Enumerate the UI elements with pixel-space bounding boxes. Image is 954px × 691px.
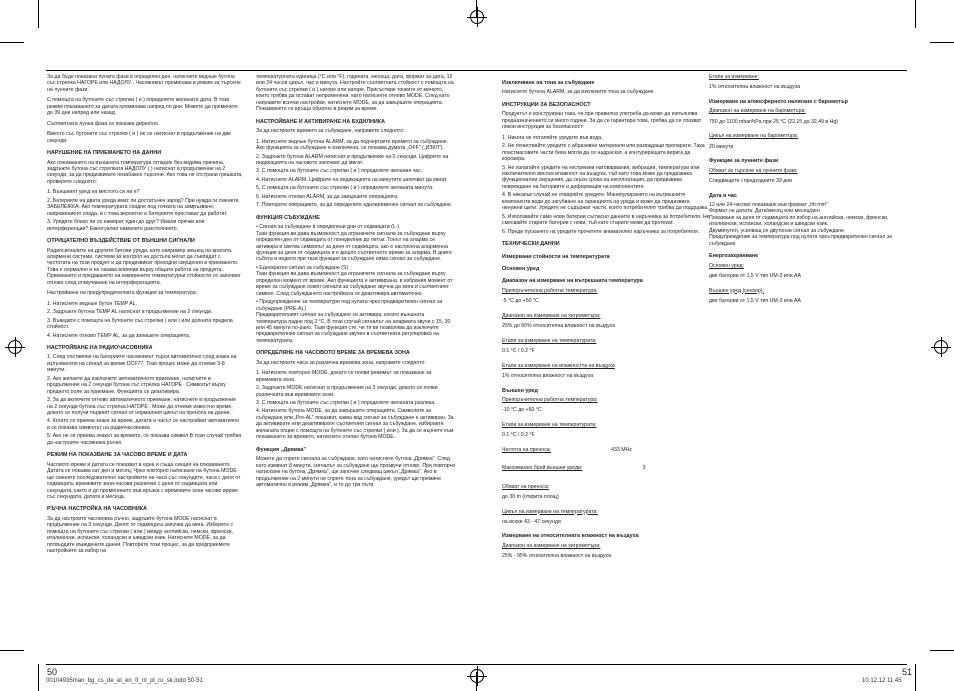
section-heading: Измерване на атмосферното налягане с барометър — [709, 98, 848, 105]
spec-label: Обхват на преноса: — [502, 483, 550, 490]
list-item: 5. Използвайте само нови батерии съгласно данните в наръчника за потребителя. Не смесвайте старите батерии с нови, тъй като старите може да протекат. — [502, 213, 710, 227]
spec-value: Следващите / предходните 39 дни — [709, 178, 793, 185]
list-item: 1. Натиснете ведные бутон TEMP AL. — [47, 300, 138, 307]
list-item: 1. Натиснете ведные бутона ALARM, за да подчертаете времето за събуждане. Ако функцията за събуждане е изключена, се показва думата „OFF" („ИЗКЛ"). — [256, 138, 449, 152]
section-heading: НАСТРОЙВАНЕ НА РАДИОЧАСОВНИКА — [47, 344, 153, 351]
section-heading: ТЕХНИЧЕСКИ ДАННИ — [502, 241, 560, 248]
paragraph: Можете да спрете сигнала за събуждане, като натиснете бутона „Дрямка". След като изминат 8 минути, сигналът за събуждане ще прозвучи отново. При повторно натискане на бутона „Дрямка", ще започне следващ цикъл „Дрямка". Ако в продължение на 2 минути не спрете тона за събуждане, уредът ще премине автоматично в режим „Дрямка", и то до три пъти. — [256, 456, 456, 489]
spec-value: 25% до 90% относителна влажност на въздуха — [502, 323, 616, 330]
spec-row — [502, 465, 710, 471]
list-item: 5. Ако не се приема знакът за времето, се показва символ В този случай трябва да настроите часовника ръчно. — [47, 433, 242, 446]
list-item: 4. Натиснете ALARM. Цифрите на индикацията на минутите започват да мигат. — [256, 176, 448, 183]
paragraph: Настройване на предупредителната функция за температура: — [47, 290, 198, 297]
list-item: 3. За да включите отново автоматичното приемане, натиснете в продължение на 2 секунди бутона със стрелка НАГОРЕ . Може да отнеме известно време, докато се получи първият сигнал от нормалния цикъл на преноса на данни. — [47, 397, 237, 417]
section-heading: Дата и час — [709, 192, 737, 199]
section-heading: РЪЧНА НАСТРОЙКА НА ЧАСОВНИКА — [47, 506, 147, 513]
paragraph: За да бъде показана пуната фаза в определен ден, натиснете ведные бутона със стрелка НАГОРЕ или НАДОЛУ . Часовникът преминава в режим за търсене на лунните фази. — [47, 74, 241, 93]
paragraph: За да настроите часовника ръчно, задръжте бутона MODE натиснат в продължение на 3 секунди. Денят от седмицата започва да мига. Изберете с помощта на бутоните със стрелки ( или ) между английски, немски, френски, италиански, испански, холандски и шведски език. Натиснете MODE, за да потвърдите въведените данни. Повторете този процес, за да предприемете настройките за избор на — [47, 515, 234, 555]
spec-value: -5 °С до +50 °С — [502, 298, 539, 305]
spec-label: Външен уред (сензор): — [709, 287, 764, 294]
spec-label: Препоръчителна работна температура: — [502, 396, 598, 403]
spec-value: на всеки 43 - 47 секунди — [502, 519, 561, 526]
spec-label: Диапазон на измерване на барометъра: — [709, 108, 806, 115]
spec-value: 20 минути — [709, 143, 734, 150]
list-item: 5. С помощта на бутоните със стрелки ( и ) определете желаната минута. — [256, 185, 434, 192]
list-item: 3. Въведете с помощта на бутоните със стрелки ( или ) или долната предела стойност. — [47, 317, 233, 331]
list-item: 1. Външният уред на мястото си ли е? — [47, 189, 140, 196]
list-item: 7. Повторете операциите, за да определите едновременен сигнал за събуждане. — [256, 202, 453, 209]
section-heading: Основен уред — [502, 265, 540, 272]
spec-row — [502, 447, 710, 453]
top-rule — [477, 70, 907, 71]
list-item: 1. След поставяне на батериите часовникът търси автоматично след знака на излъчвателя на сигнал за време DCF77. Този процес може да отнеме 3-8 минути. — [47, 354, 237, 374]
list-item: 3. Уредите близо ли се намират един до друг? Имали пречки или интерференции? Евентуално намалете разстоянието. — [47, 219, 205, 232]
page-number-right: 51 — [902, 667, 913, 677]
list-item: 2. Задръжте бутона ALARM натиснат в продължение на 2 секунди. Цифрите на индикацията на часовете започват да мигат. — [256, 153, 449, 166]
list-item: 2. Задръжте бутона TEMP AL натиснат в продължение на 2 секунди. — [47, 309, 213, 316]
paragraph: Натиснете бутона ALARM, за да изключите тона за събуждане. — [502, 89, 655, 96]
paragraph: 12 или 24-часово показване във формат „hh:mm" Формат на датата: Дата/месец или месец/ден Показване за деня от седмицата по избор на английски, немски, френски, италиански, испански, холандски и шведски език. Двуминутен, усилващ се двутонов сигнал за събуждане Предупреждение за температура под нулата чрез предварителен сигнал за събуждане — [709, 201, 892, 247]
list-item: 2. Задръжте MODE натиснат в продължение на 3 секунди, докато се появи различната във времевите зони. — [256, 385, 438, 398]
page-number-left: 50 — [47, 667, 58, 677]
paragraph: Ако показването на външната температура отпадне без видима причина, задръжте бутона със стрелката НАДОЛУ ( ) натиснат в продължение на 2 секунди, за да предизвикате незабавно търсене. Ако това не отстрани грешката, проверете следното: — [47, 159, 243, 185]
spec-value: 1% относителна влажност на въздуха — [709, 84, 801, 91]
list-item: 4. Натиснете бутона MODE, за да завършите операцията. Символите за събуждане или „Pre-AL" показват, каква вид сигнал за събуждане е активиран. За да активирате или деактивирате съответния сигнал за събуждане, избираете желаната опция с помощта на бутоните със стрелки ( или ). За да се върнете към показването за времето, натиснете отново бутона MODE. — [256, 408, 454, 441]
paragraph: Съответната лунна фаза се показва директно. — [47, 120, 160, 127]
spec-value: 750 до 1100 mbar/hPa при 25 °С (22,15 до 32,49 в Hg) — [709, 118, 838, 125]
section-heading: ФУНКЦИЯ СЪБУЖДАНЕ — [256, 214, 320, 221]
spec-value: 1% относителна влажност на въздуха — [502, 373, 594, 380]
right-page-column-1 — [502, 74, 710, 664]
section-heading: Измервани стойности на температурата — [502, 253, 610, 260]
spec-label: Етапи за измерване на температурата: — [502, 421, 597, 428]
paragraph: Часовото време и датата се показват в една и съща секция на показването. Датата се показва кат ден и месец. Чрез повторно натискане на бутона MODE ще сменяте последователно настройките на часа със секундите, часа с деня от седмицата, времевите зони-часови различни с деня от седмицата или секундата, както и до променянето във връзка с времевите зони часово време със секундата, датата и месеца. — [47, 461, 241, 501]
section-heading: Измерване на относителната влажност на въздуха — [502, 533, 639, 540]
spec-value: две батерии от 1,5 V тип UM-3 или АА — [709, 273, 801, 280]
paragraph: С помощта на бутоните със стрелки ( и ) определете желаната дата. В този режим показването за датата преминава напред по дни. Можете да преминете до 39 дни напред или назад. — [47, 97, 238, 117]
section-heading: РЕЖИМ НА ПОКАЗВАНЕ ЗА ЧАСОВО ВРЕМЕ И ДАТА — [47, 452, 188, 459]
list-item: 1. Никога не потапяйте уредите във вода. — [502, 134, 603, 141]
spec-label: Етапи за измерване на температурата: — [502, 337, 597, 344]
spec-label: Етапи за измерване на влажността на въздуха — [502, 362, 615, 369]
spec-value: 433 MHz — [611, 446, 632, 453]
list-item: • Сигнал за събуждане в определени дни от седмицата (L-) Тази функция ви дава възможност да ограничите сигнала за събуждане върху определен ден от седмицата от понеделник до петък. Тонът на аларма се активира и светва символът за деня от седмицата, ако е настроена аларменна функция за деня от седмицата и е дошло съответното време за аларма. В дните събота и неделя при тази функция за събуждане няма сигнал за събуждане. — [256, 224, 452, 263]
paragraph: Радиосигналите на другите битови уреди, като например звънец на вратата, алармени системи, системи за контрол на достъпа могат да съвпадат с честотата на този продукт и да предизвикат преходни смущения в приемането. Това е нормално и не оказва влияние върху общата работа на продукта. Приемането и предаването на измерените температурни стойности се започват отново след отзвучаване на интерференцията. — [47, 247, 241, 286]
right-page — [477, 0, 954, 691]
paragraph: температурната единица (°С или °F), годината, месеца, дата, формат за дата, 12 или 24 часов цикъл, час и минута. Настройте съответната стойност с помощта на бутоните със стрелки ( и ) нагоре или нагоре. Присъствие тонките от менюто, които трябва да остават непроменени, като натиснете отново MODE. След като направите всички настройки, натиснете MODE, за да завършите операцията. Показването се връща обратно в режим за време. — [256, 74, 454, 113]
spec-value: две батерии от 1,5 V тип UM-3 или АА — [709, 297, 801, 304]
left-page-column-1 — [47, 74, 243, 664]
list-item: 4. В никакъв случай не отваряйте уредите. Манипулирането на вътрешните компоненти води до загубване на гаранцията на уреда и може да предизвика ненужни щети. Уредите не съдържат части, които потребителят трябва да поддържа. — [502, 192, 709, 212]
section-heading: ОТРИЦАТЕЛНО ВЪЗДЕЙСТВИЕ ОТ ВЪНШНИ СИГНАЛИ — [47, 238, 195, 245]
spec-label: Цикъл на измерване на температурата: — [502, 508, 598, 515]
spec-value: 0.1 °С / 0.2 °F — [502, 432, 535, 439]
list-item: 2. Батериите на двата уреда имат ли достатъчен заряд? При нужда ги сменете. ЗАБЕЛЕЖКА: Ако температурата спадне под точката на замръзване, напрежението спада, и с това вероятно и батериите престават да работят. — [47, 197, 240, 217]
list-item: 1. Натиснете повторно MODE, докато се появи режимът за показване за времевата зона. — [256, 370, 432, 383]
spec-value: -10 °С до +60 °С — [502, 407, 542, 414]
spec-label: Обхват за търсене на лунните фази: — [709, 167, 798, 174]
paragraph: Вместо със бутоните със стрелки ( и ) не се натиснат в продължение на две секунди. — [47, 131, 231, 144]
section-heading: Изключване на тона за събуждане — [502, 80, 595, 86]
section-heading: Диапазон на измерване на вътрешната температура — [502, 278, 643, 285]
spec-value: 3 — [642, 465, 646, 472]
list-item: • Предупреждение за температури под нулата чрез предварителен сигнал за събуждане (PRE-AL) Предварителният сигнал за събуждане се активира, когато външната температура падне под 2 °С. В този случай сигналът на алармата звучи с 15, 30 или 45 минути по-рано. Тази функция сте, че тя ви позволява да изключите предварителния сигнал за събуждане звучен в съответната регулировка на температурата. — [256, 299, 451, 344]
list-item: 6. Натиснете отново ALARM, за да завършите операцията. — [256, 193, 399, 200]
list-item: 4. Когато се приема знака за време, датата и часът се настройват автоматично и се показва символът на радиочасовника . — [47, 418, 240, 431]
list-item: 4. Натиснете отново TEMP AL, за да запишете операцията. — [47, 332, 191, 339]
print-slug-date: 10.12.12 11:45 — [862, 678, 902, 684]
list-item: 6. Преди пускането на уредите прочетете внимателно наръчника за потребителя. — [502, 228, 700, 235]
bottom-rule — [46, 664, 477, 665]
spec-label: Цикъл на измерване на барометъра: — [709, 133, 799, 140]
spec-label: Максимален брой външни уреди: — [502, 465, 583, 472]
spec-label: Диапазон на измерване на хигрометъра: — [502, 542, 601, 549]
spec-value: до 30 m (открита площ) — [502, 494, 559, 501]
list-item: 3. С помощта на бутоните със стрелки ( и ) определете желаната разлика. — [256, 400, 436, 407]
list-item: • Еднократен сигнал за събуждане (S) Тази функция ви дава възможност да ограничите сигнала за събуждане върху определен момент от време. Ако функцията е активирана, в избрания момент от време за събуждане освен сигнала за събуждане звучна да мига и съответният символ. След събуждането настройката се деактивира автоматично. — [256, 264, 453, 297]
section-heading: ОПРЕДЕЛЯНЕ НА ЧАСОВОТО ВРЕМЕ ЗА ВРЕМЕВА ЗОНА — [256, 350, 410, 357]
paragraph: За да настроите времето за събуждане, направете следното: — [256, 128, 405, 135]
spec-label: Препоръчителна работна температура: — [502, 287, 598, 294]
paragraph: За да настроите часа за различна времева зона, направете следното: — [256, 359, 426, 366]
left-page-column-2 — [256, 74, 456, 664]
section-heading: Функция „Дрямка" — [256, 446, 306, 453]
spec-label: Честота на преноса: — [502, 446, 552, 453]
list-item: 3. С помощта на бутоните със стрелки ( и ) определете желания час. — [256, 168, 423, 175]
list-item: 3. Не излагайте уредите на екстремни натоварвания, вибрации, температури или изключително висока влажност на въздуха, тъй като това може да предизвика функционални смущения, да скъси срока на експлоатация, да предизвика повреждане на батериите и деформация на компонентите. — [502, 164, 700, 190]
spec-label: Диапазон на измерване на хигрометъра: — [502, 312, 601, 319]
spec-label: Етапи за измерване: — [709, 74, 759, 80]
top-rule — [46, 70, 477, 71]
section-heading: НАСТРОЙВАНЕ И АКТИВИРАНЕ НА БУДИЛНИКА — [256, 118, 385, 125]
spec-label: Основен уред: — [709, 262, 744, 269]
section-heading: Външен уред — [502, 387, 538, 394]
spec-value: 0.1 °С / 0.2 °F — [502, 348, 535, 355]
section-heading: Енергозахранване — [709, 253, 759, 260]
list-item: 2. Ако желаете да изключите автоматичното приемане, натиснете в продължение на 2 секунди бутона със стрелка НАГОРЕ . Символът върху предното поле за приемане. Функцията се деактивира. — [47, 375, 226, 395]
list-item: 2. Не почиствайте уредите с абразивни материали или разяждащи препарати. Така пластмасовите части биха могли да се надраскат, а контуриращата верига да корозира. — [502, 143, 705, 163]
spec-value: 25% - 95% относителна влажност на въздуха — [502, 553, 611, 560]
section-heading: НАРУШЕНИЕ НА ПРИЕМАНЕТО НА ДАННИ — [47, 150, 162, 157]
paragraph: Продуктът е конструиран така, че при правилна употреба да може да изпълнява предназначението си много години. За да се гарантира това, трябва да се спазват някои инструкции за безопасност: — [502, 111, 702, 131]
section-heading: ИНСТРУКЦИИ ЗА БЕЗОПАСНОСТ — [502, 101, 591, 108]
bottom-rule — [477, 664, 907, 665]
section-heading: Функции за лунните фази — [709, 158, 779, 165]
right-page-column-2 — [709, 74, 909, 664]
print-slug-file: 00104935man_bg_cs_de_el_en_fr_nl_pl_ru_sk.indd 50-51 — [46, 678, 203, 684]
